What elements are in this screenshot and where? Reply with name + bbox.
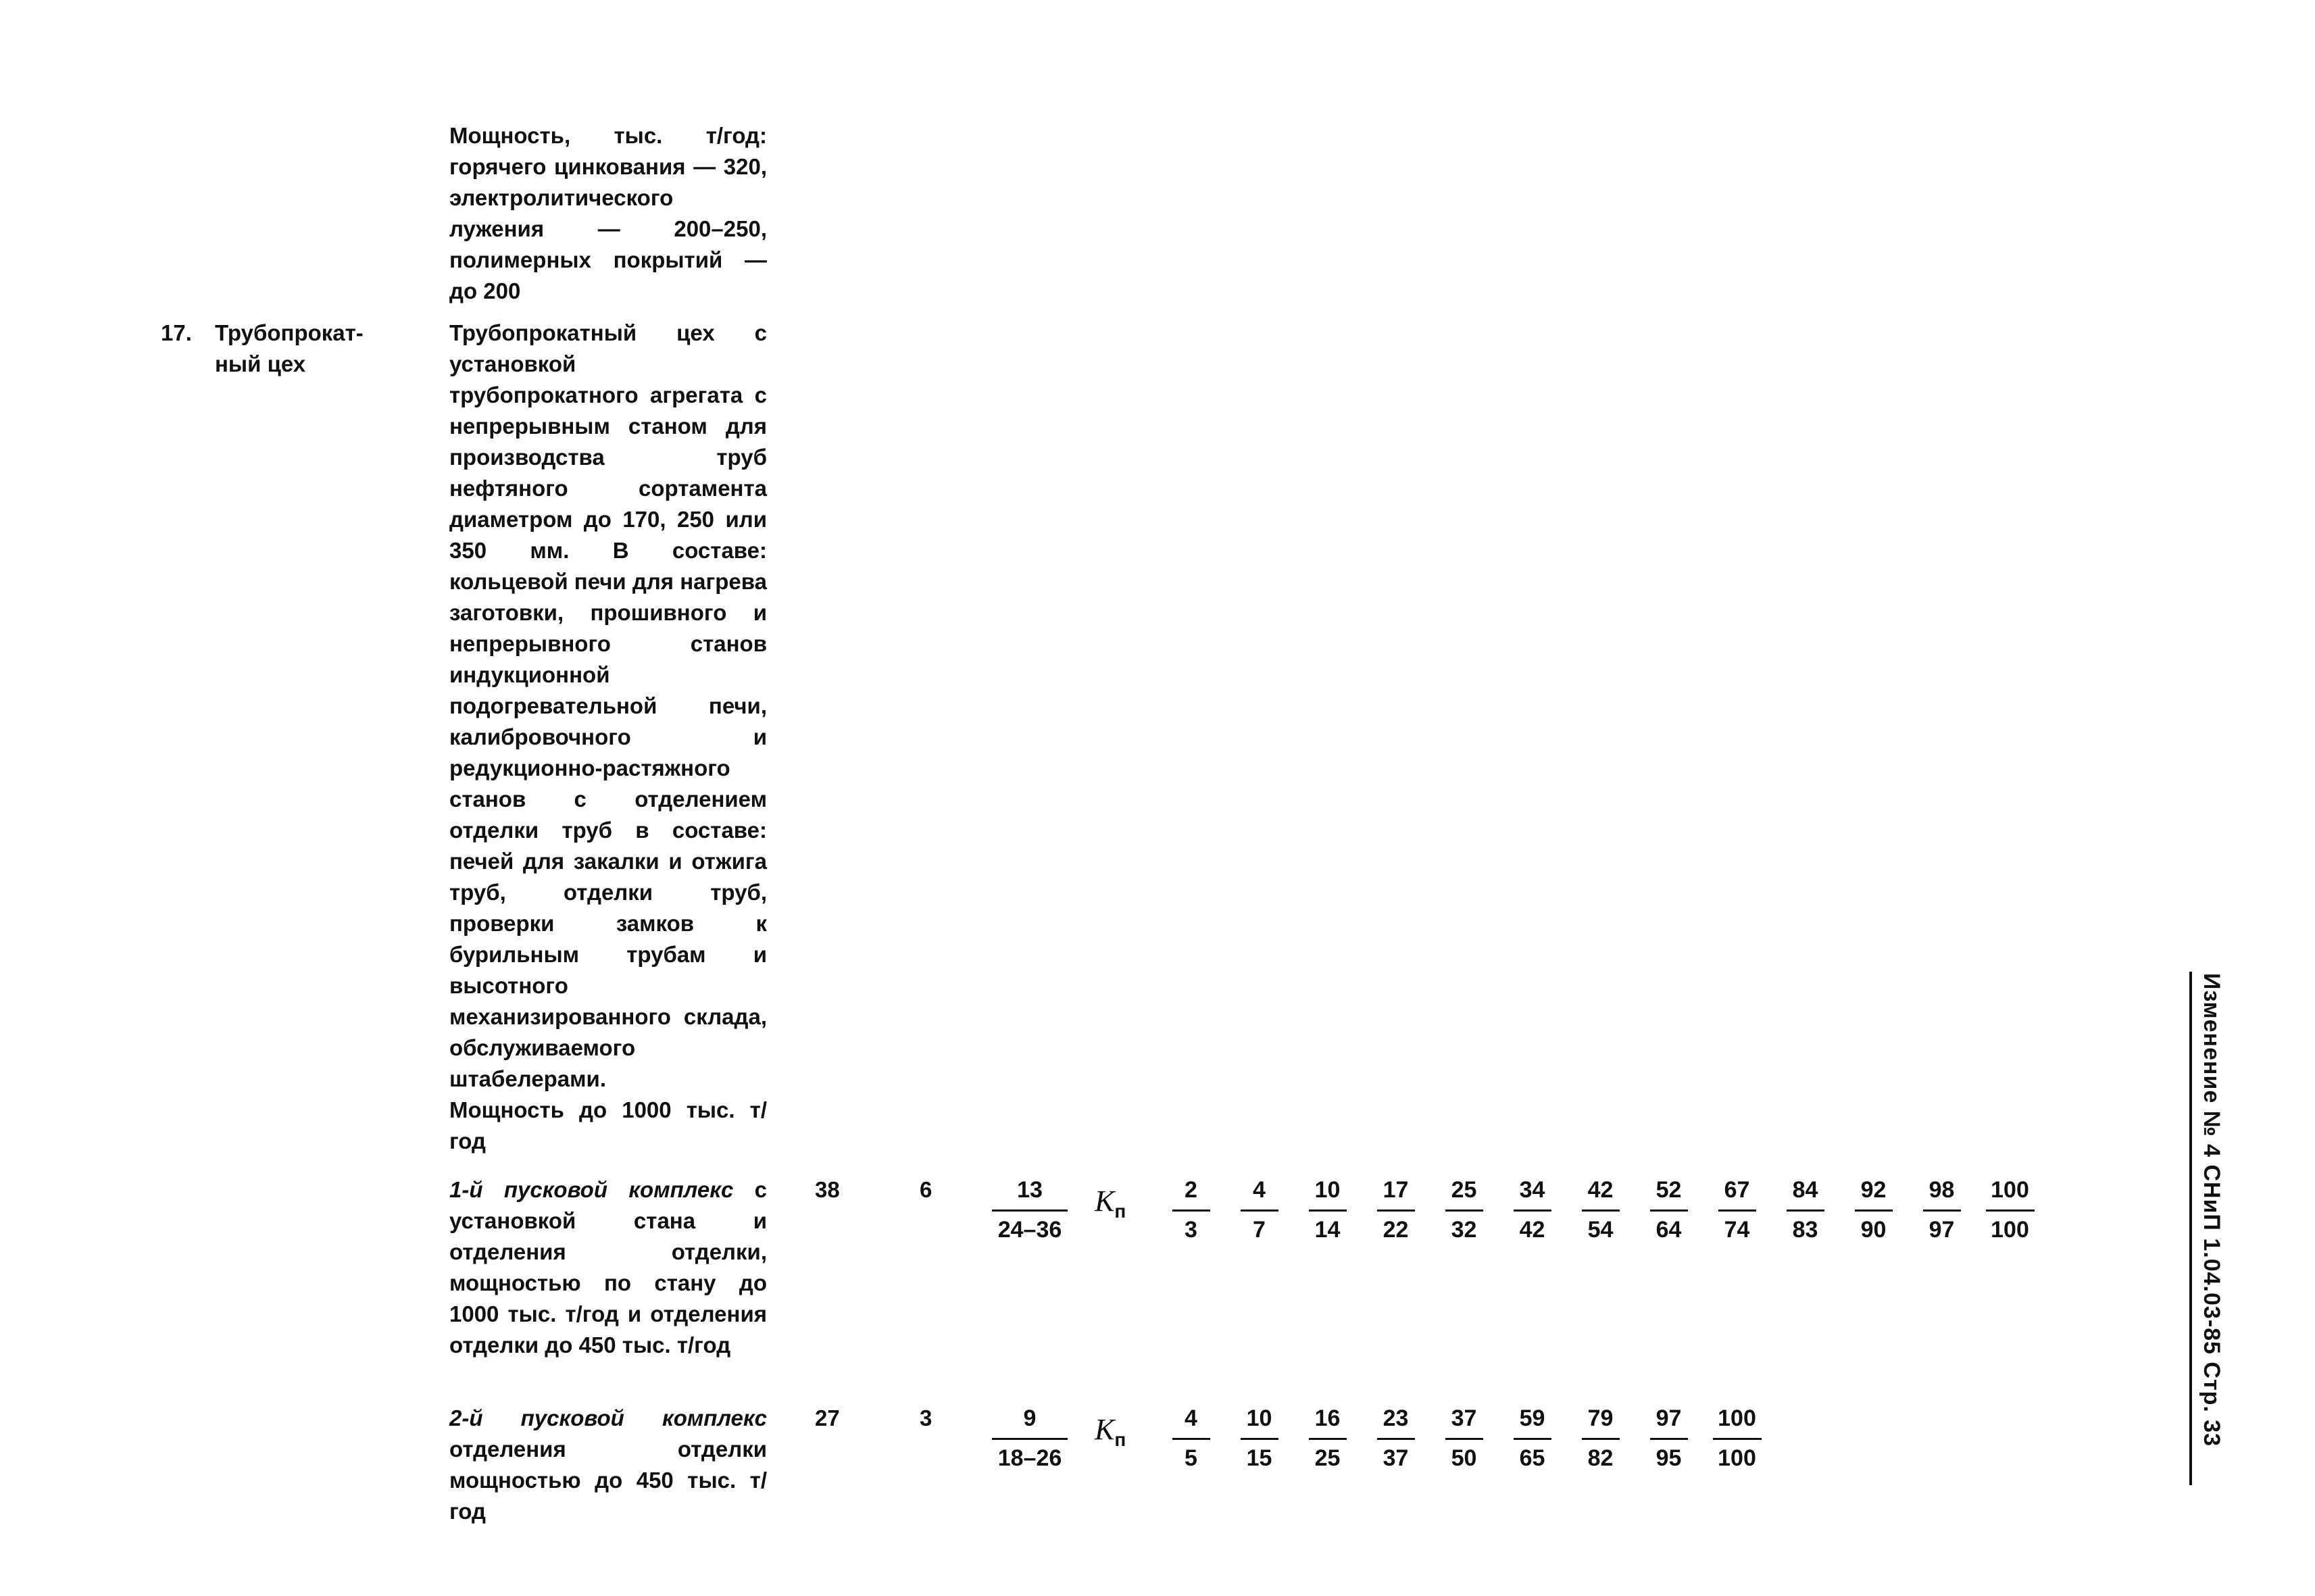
k-top: 92 bbox=[1855, 1176, 1893, 1212]
item-capacity: Мощность до 1000 тыс. т/год bbox=[449, 1097, 767, 1153]
k-top: 67 bbox=[1718, 1176, 1756, 1212]
k-top: 59 bbox=[1514, 1404, 1551, 1440]
complex-2-k-symbol bbox=[1095, 1412, 1126, 1451]
complex-1-col2: 6 bbox=[920, 1177, 932, 1202]
k-bottom: 22 bbox=[1383, 1217, 1409, 1243]
complex-1-k-symbol bbox=[1095, 1184, 1126, 1222]
k-bottom: 90 bbox=[1860, 1217, 1887, 1243]
complex-1-k-cell bbox=[1225, 1176, 1293, 1244]
complex-1-k-cell bbox=[1976, 1176, 2044, 1244]
k-bottom: 54 bbox=[1587, 1217, 1614, 1243]
item-number: 17. bbox=[161, 320, 192, 345]
complex-2-description bbox=[449, 1403, 767, 1527]
k-top: 79 bbox=[1582, 1404, 1620, 1440]
k-bottom: 97 bbox=[1928, 1217, 1955, 1243]
k-top: 98 bbox=[1923, 1176, 1961, 1212]
k-top: 34 bbox=[1514, 1176, 1551, 1212]
side-header: Изменение № 4 СНиП 1.04.03-85 Стр. 33 bbox=[2199, 973, 2224, 1447]
complex-1-k-letter: K bbox=[1095, 1184, 1115, 1218]
complex-1-k-cell bbox=[1293, 1176, 1362, 1244]
k-bottom: 100 bbox=[1718, 1445, 1756, 1471]
item-description-text: Трубопрокатный цех с установкой трубопрокатного агрегата с непрерывным станом для производства труб нефтяного сортамента диаметром до 170, 250 или 350 мм. В составе: кольцевой печи для нагрева заготовки, прошивного и непрерывного станов индукционной подогревательной печи, калибровочного и редукционно-растяжного станов с отделением отделки труб в составе: печей для закалки и отжига труб, отделки труб, проверки замков к бурильным трубам и высотного механизированного склада, обслуживаемого штабелерами. bbox=[449, 320, 767, 1091]
k-bottom: 25 bbox=[1314, 1445, 1341, 1471]
complex-2-k-cell bbox=[1362, 1404, 1430, 1472]
complex-2-text: отделения отделки мощностью до 450 тыс. т/год bbox=[449, 1437, 767, 1524]
k-top: 52 bbox=[1650, 1176, 1688, 1212]
k-bottom: 82 bbox=[1587, 1445, 1614, 1471]
complex-1-k-cell bbox=[1498, 1176, 1566, 1244]
complex-1-col1: 38 bbox=[815, 1177, 840, 1202]
item-name-line1: Трубопрокат- bbox=[215, 320, 364, 345]
complex-1-k-cell bbox=[1566, 1176, 1635, 1244]
k-top: 97 bbox=[1650, 1404, 1688, 1440]
k-top: 4 bbox=[1172, 1404, 1210, 1440]
complex-2-k-sequence bbox=[1157, 1404, 1771, 1472]
complex-1-k-sequence bbox=[1157, 1176, 2044, 1244]
complex-2-k-cell bbox=[1566, 1404, 1635, 1472]
k-bottom: 42 bbox=[1519, 1217, 1545, 1243]
k-bottom: 32 bbox=[1451, 1217, 1477, 1243]
k-top: 23 bbox=[1377, 1404, 1415, 1440]
complex-1-duration-bottom: 24–36 bbox=[997, 1217, 1062, 1243]
top-capacity-text: Мощность, тыс. т/год: горячего цинкования — 320, электролитического лужения — 200–250, полимерных покрытий — до 200 bbox=[449, 123, 767, 303]
complex-2-duration-fraction bbox=[982, 1404, 1077, 1472]
k-bottom: 37 bbox=[1383, 1445, 1409, 1471]
complex-1-k-cell bbox=[1703, 1176, 1771, 1244]
complex-1-k-cell bbox=[1771, 1176, 1839, 1244]
k-top: 25 bbox=[1445, 1176, 1483, 1212]
complex-2-k-cell bbox=[1703, 1404, 1771, 1472]
k-top: 100 bbox=[1713, 1404, 1762, 1440]
k-bottom: 50 bbox=[1451, 1445, 1477, 1471]
complex-2-k-cell bbox=[1225, 1404, 1293, 1472]
complex-2-k-cell bbox=[1498, 1404, 1566, 1472]
k-bottom: 5 bbox=[1185, 1445, 1197, 1471]
k-top: 10 bbox=[1309, 1176, 1347, 1212]
k-top: 100 bbox=[1986, 1176, 2035, 1212]
complex-1-k-subscript: п bbox=[1114, 1200, 1126, 1222]
k-top: 10 bbox=[1241, 1404, 1278, 1440]
complex-2-col2: 3 bbox=[920, 1405, 932, 1430]
item-name bbox=[215, 318, 391, 380]
complex-2-k-cell bbox=[1430, 1404, 1498, 1472]
k-bottom: 7 bbox=[1253, 1217, 1266, 1243]
k-bottom: 3 bbox=[1185, 1217, 1197, 1243]
complex-2-k-subscript: п bbox=[1114, 1428, 1126, 1450]
complex-2-title: 2-й пусковой комплекс bbox=[449, 1405, 767, 1430]
complex-1-duration-top: 13 bbox=[992, 1176, 1068, 1212]
complex-2-col1: 27 bbox=[815, 1405, 840, 1430]
k-bottom: 15 bbox=[1246, 1445, 1272, 1471]
complex-2-duration-bottom: 18–26 bbox=[997, 1445, 1062, 1471]
k-top: 84 bbox=[1787, 1176, 1824, 1212]
k-bottom: 14 bbox=[1314, 1217, 1341, 1243]
complex-1-k-cell bbox=[1362, 1176, 1430, 1244]
k-top: 2 bbox=[1172, 1176, 1210, 1212]
k-top: 16 bbox=[1309, 1404, 1347, 1440]
complex-1-k-cell bbox=[1839, 1176, 1908, 1244]
complex-1-duration-fraction bbox=[982, 1176, 1077, 1244]
complex-1-description bbox=[449, 1174, 767, 1361]
k-bottom: 83 bbox=[1792, 1217, 1818, 1243]
complex-1-k-cell bbox=[1635, 1176, 1703, 1244]
complex-1-k-cell bbox=[1157, 1176, 1225, 1244]
item-description bbox=[449, 318, 767, 1157]
k-bottom: 64 bbox=[1656, 1217, 1682, 1243]
complex-2-k-cell bbox=[1293, 1404, 1362, 1472]
k-top: 37 bbox=[1445, 1404, 1483, 1440]
k-top: 42 bbox=[1582, 1176, 1620, 1212]
complex-1-text: с установкой стана и отделения отделки, мощностью по стану до 1000 тыс. т/год и отделения отделки до 450 тыс. т/год bbox=[449, 1177, 767, 1357]
k-top: 17 bbox=[1377, 1176, 1415, 1212]
complex-2-k-cell bbox=[1635, 1404, 1703, 1472]
k-bottom: 100 bbox=[1991, 1217, 2029, 1243]
k-bottom: 74 bbox=[1724, 1217, 1750, 1243]
complex-2-k-letter: K bbox=[1095, 1413, 1115, 1446]
complex-1-title: 1-й пусковой комплекс bbox=[449, 1177, 734, 1202]
complex-2-k-cell bbox=[1157, 1404, 1225, 1472]
complex-2-duration-top: 9 bbox=[992, 1404, 1068, 1440]
k-bottom: 95 bbox=[1656, 1445, 1682, 1471]
k-bottom: 65 bbox=[1519, 1445, 1545, 1471]
complex-1-k-cell bbox=[1908, 1176, 1976, 1244]
item-name-line2: ный цех bbox=[215, 351, 306, 376]
complex-1-k-cell bbox=[1430, 1176, 1498, 1244]
k-top: 4 bbox=[1241, 1176, 1278, 1212]
